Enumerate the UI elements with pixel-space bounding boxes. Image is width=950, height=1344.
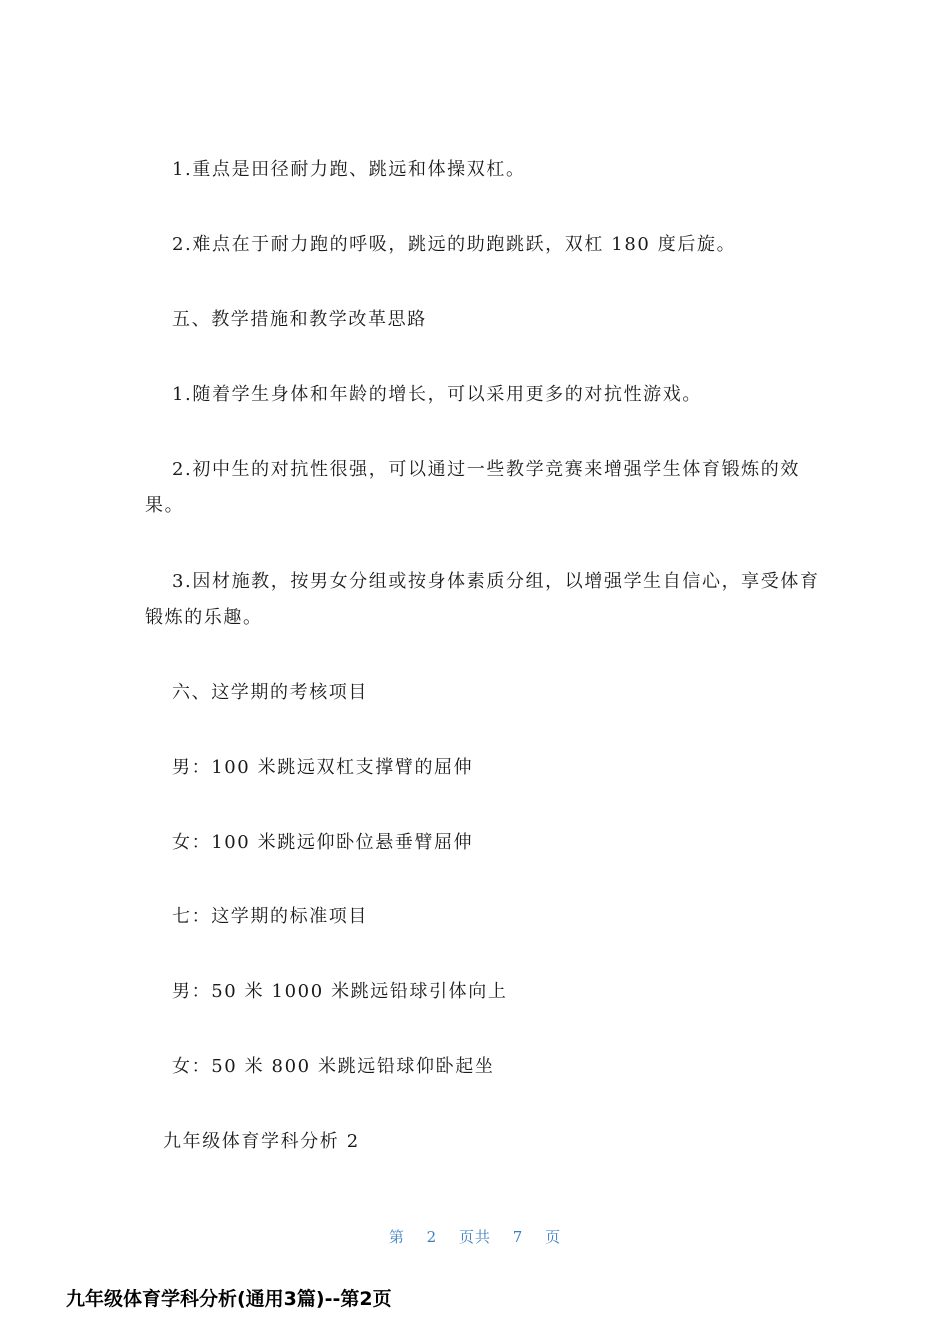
document-caption: 九年级体育学科分析(通用3篇)--第2页 — [66, 1288, 392, 1310]
page-number-footer — [0, 1226, 950, 1247]
footer-di: 第 — [388, 1228, 405, 1246]
paragraph-exam-female: 女：100 米跳远仰卧位悬垂臂屈伸 — [172, 832, 474, 853]
footer-ye-gong: 页共 — [458, 1228, 491, 1246]
paragraph-exam-male: 男：100 米跳远双杠支撑臂的屈伸 — [172, 757, 474, 778]
paragraph-measure-2: 2.初中生的对抗性很强，可以通过一些教学竞赛来增强学生体育锻炼的效 — [172, 459, 800, 480]
paragraph-measure-3: 3.因材施教，按男女分组或按身体素质分组，以增强学生自信心，享受体育 — [172, 571, 820, 592]
section-heading-5: 五、教学措施和教学改革思路 — [172, 309, 427, 330]
section-heading-7: 七：这学期的标准项目 — [172, 906, 368, 927]
paragraph-measure-2-cont: 果。 — [145, 495, 185, 516]
footer-ye: 页 — [545, 1228, 562, 1246]
section-heading-6: 六、这学期的考核项目 — [172, 682, 368, 703]
footer-current-page: 2 — [426, 1228, 438, 1246]
paragraph-measure-1: 1.随着学生身体和年龄的增长，可以采用更多的对抗性游戏。 — [172, 384, 702, 405]
footer-total-pages: 7 — [512, 1228, 524, 1246]
article-title-2: 九年级体育学科分析 2 — [163, 1131, 360, 1152]
paragraph-standard-female: 女：50 米 800 米跳远铅球仰卧起坐 — [172, 1056, 495, 1077]
paragraph-standard-male: 男：50 米 1000 米跳远铅球引体向上 — [172, 981, 508, 1002]
paragraph-measure-3-cont: 锻炼的乐趣。 — [145, 607, 263, 628]
paragraph-key-points: 1.重点是田径耐力跑、跳远和体操双杠。 — [172, 159, 526, 180]
paragraph-difficulties: 2.难点在于耐力跑的呼吸，跳远的助跑跳跃，双杠 180 度后旋。 — [172, 234, 737, 255]
